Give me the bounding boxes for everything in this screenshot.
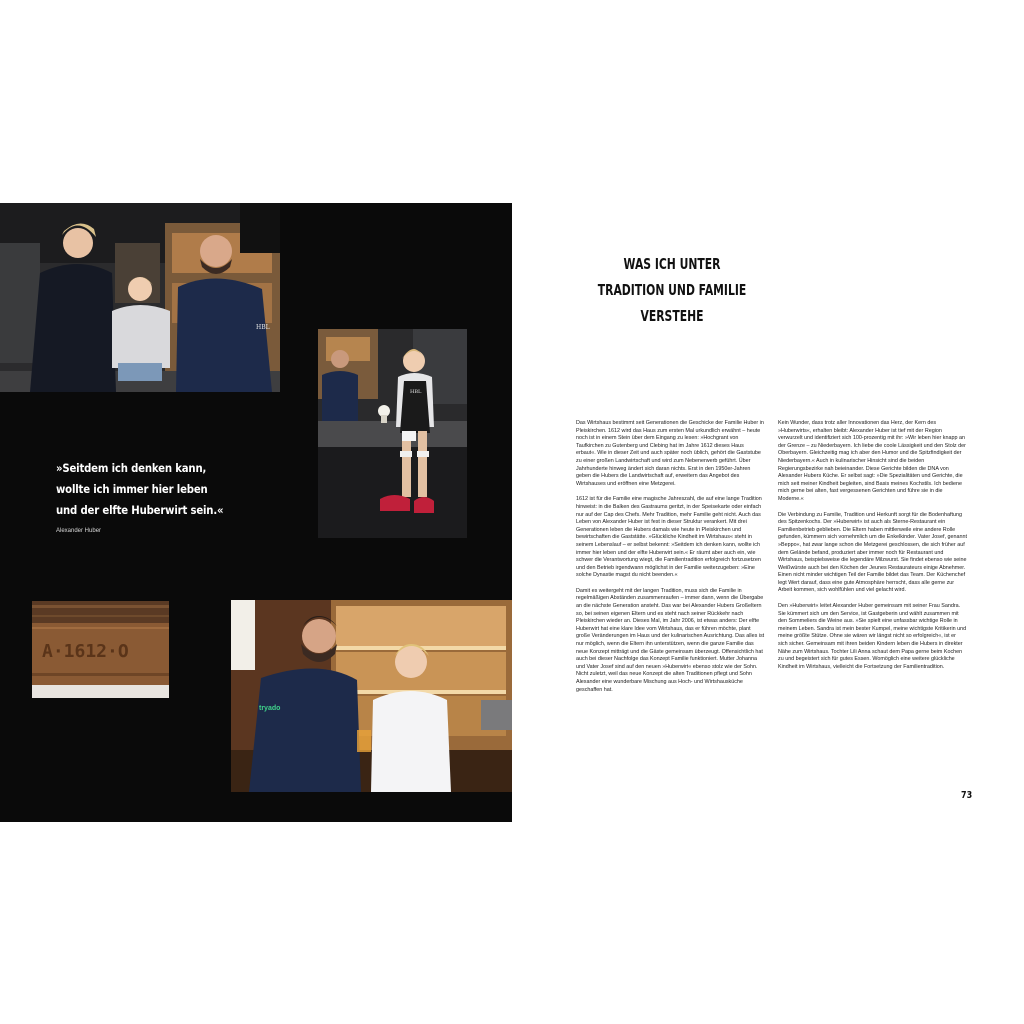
carving-text: A·1612·O: [42, 641, 129, 662]
pull-quote: [56, 458, 232, 521]
carved-beam-photo: [32, 601, 169, 698]
father-and-son-at-bar-photo: [231, 600, 512, 792]
child-in-kitchen-photo: [318, 329, 467, 538]
family-photo: [0, 203, 280, 392]
magazine-spread: [0, 203, 1024, 822]
right-page: [512, 203, 1024, 822]
headline-line: VERSTEHE: [640, 307, 704, 325]
headline-line: WAS ICH UNTER: [623, 255, 721, 273]
quote-author: Alexander Huber: [56, 528, 102, 534]
headline-line: TRADITION UND FAMILIE: [597, 281, 747, 299]
left-page: [0, 203, 512, 822]
paragraph: Die Verbindung zu Familie, Tradition und Herkunft sorgt für die Bodenhaftung des Spitzenkochs. Der »Huberwirt« ist auch als Sterne-Restaurant ein Familienbetrieb geblieben. Die Eltern haben mittlerweile eine andere Rolle gefunden, kümmern sich vornehmlich um die Enkelkinder. Vater Josef, genannt »Beppo«, hat zwar lange schon die Metzgerei geschlossen, die sich früher auf dem Gelände befand, produziert aber immer noch für Restaurant und Wirtshaus, beispielsweise die legendäre Milzwurst. Sie findet ebenso wie seine Weißwürste auch bei den Köchen der Jeunes Restaurateurs einige Abnehmer. Einen nicht minder wichtigen Teil der Familie bildet das Team. Der Küchenchef legt Wert darauf, dass eine gute Atmosphäre herrscht, dass alle gerne zur Arbeit kommen, sich wohlfühlen und viel gelacht wird.: [778, 511, 967, 594]
text-column-left: [576, 420, 765, 702]
page-number: 73: [961, 790, 973, 801]
apron-logo: HBL: [410, 389, 422, 395]
text-column-right: [778, 420, 967, 679]
paragraph: Damit es weitergeht mit der langen Tradition, muss sich die Familie in regelmäßigen Abständen zusammenraufen – immer dann, wenn die Übergabe an die nächste Generation ansteht. Das war bei Alexander Hubers Großeltern so, bei seinen eigenen Eltern und es steht nach seiner Rückkehr nach Pleiskirchen wieder an. Dieses Mal, im Jahr 2006, ist etwas anders: Der elfte Huberwirt hat eine klare Idee vom Wirtshaus, das er führen möchte, plant große Veränderungen im Haus und der kulinarischen Ausrichtung. Das alles ist nur möglich, wenn die Eltern ihn unterstützen, wenn die ganze Familie das neue Konzept mitträgt und die Gäste gemeinsam überzeugt. Offensichtlich hat auch bei dieser Nachfolge das Konzept Familie funktioniert. Mutter Johanna und Vater Josef sind auf den neuen »Huberwirt« ebenso stolz wie der Sohn. Nicht zuletzt, weil das neue Konzept die alten Traditionen pflegt und Sohn Alexander eine wunderbare Mischung aus Hoch- und Wirtshausküche geschaffen hat.: [576, 587, 765, 693]
paragraph: Kein Wunder, dass trotz aller Innovationen das Herz, der Kern des »Huberwirts«, erhalten bleibt: Alexander Huber ist tief mit der Region verwurzelt und identifiziert sich 100-prozentig mit ihr: »Wir leben hier knapp an der Grenze – zu Niederbayern. Ich liebe die coole Lässigkeit und den Stolz der Oberbayern. Gleichzeitig mag ich aber den Humor und die Spitzfindigkeit der Niederbayern.« Auch in kulinarischer Hinsicht sind die beiden Regierungsbezirke nah beieinander. Diese Gerichte bilden die DNA von Alexander Hubers Küche. Er selbst sagt: »Die Spezialitäten und Gerichte, die mich seit meiner Kindheit begleiten, sind Basis meines Kochstils. Ich bediene mich gerne bei alten, fast vergessenen Gerichten und führe sie in die Moderne.«: [778, 420, 966, 502]
paragraph: Das Wirtshaus bestimmt seit Generationen die Geschicke der Familie Huber in Pleiskirchen. 1612 wird das Haus zum ersten Mal urkundlich erwähnt – heute noch ist in einem Stein über dem Eingang zu lesen: »Hochgrant von Taufkirchen zu Gutenberg und Clebing hat im Jahre 1612 dieses Haus erbaut«. Wie in dieser Zeit und auch später noch üblich, gehört die Gaststube zu einer großen Landwirtschaft und wird zum Nebenerwerb geführt. Über Jahrhunderte hinweg ändert sich daran nichts. Erst in den 1950er-Jahren geben die Hubers die Landwirtschaft auf, erweitern das Angebot des Wirtshauses und eröffnen eine Metzgerei.: [576, 420, 764, 487]
paragraph: 1612 ist für die Familie eine magische Jahreszahl, die auf eine lange Tradition hinweist: in die Balken des Gastraums geritzt, in der Speisekarte oder einfach nur auf der Cap des Chefs. Mehr Tradition, mehr Familie geht nicht. Auch das Leben von Alexander Huber ist fest in dieser Struktur verankert. Mit drei Generationen leben die Hubers damals wie heute in Pleiskirchen und bewirtschaften die Gaststätte. »Glückliche Kindheit im Wirtshaus« steht in seinem Lebenslauf – er selbst bekennt: »Seitdem ich denken kann, wollte ich immer hier leben und der elfte Huberwirt sein.« Er räumt aber auch ein, wie schwer die Verantwortung wiegt, die Familientradition erfolgreich fortzusetzen und den Betrieb irgendwann möglichst in der Familie weiterzugeben: »Eine solche Dynastie magst du nicht beenden.«: [576, 496, 762, 579]
article-headline: [557, 251, 787, 329]
quote-line: und der elfte Huberwirt sein.«: [56, 503, 224, 517]
paragraph: Den »Huberwirt« leitet Alexander Huber gemeinsam mit seiner Frau Sandra. Sie kümmert sich um den Service, ist Gastgeberin und wählt zusammen mit den Sommeliers die Weine aus. »Sie spielt eine unfassbar wichtige Rolle in meinem Leben. Sandra ist mein bester Kumpel, meine wichtigste Kritikerin und meine größte Stütze. Ohne sie wären wir längst nicht so erfolgreich«, ist er sich sicher. Gemeinsam mit ihren beiden Kindern leben die Hubers in direkter Nähe zum Wirtshaus. Tochter Lili Anna schaut dem Papa gerne beim Kochen zu und begeistert sich für gutes Essen. Womöglich eine weitere glückliche Kindheit im Wirtshaus, vielleicht die Fortsetzung der Familientradition.: [778, 603, 967, 670]
shirt-logo: tryado: [259, 705, 281, 712]
quote-line: »Seitdem ich denken kann,: [56, 461, 207, 475]
chef-jacket-logo: HBL: [256, 324, 270, 331]
quote-line: wollte ich immer hier leben: [56, 482, 208, 496]
